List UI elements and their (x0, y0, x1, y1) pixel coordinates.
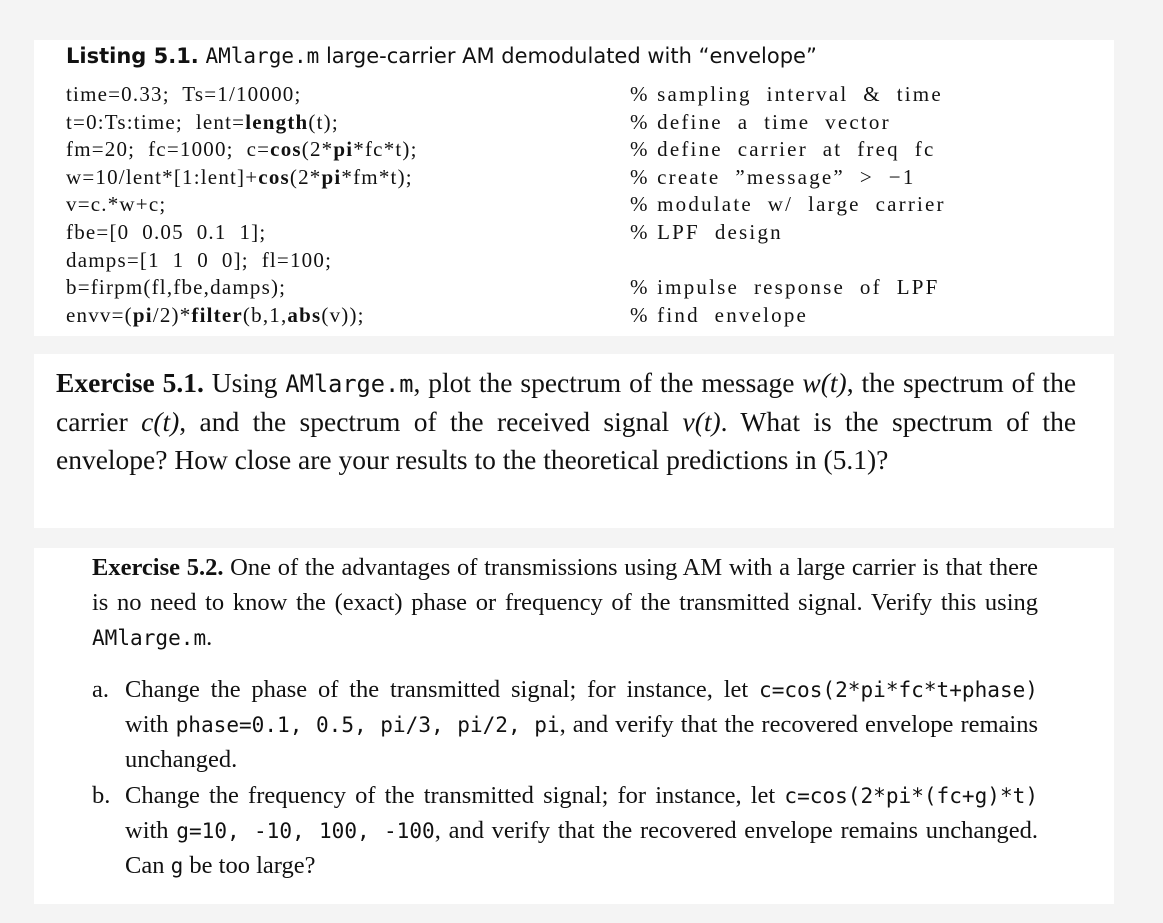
item-text: with (125, 817, 169, 844)
code-line (66, 248, 332, 273)
code-keyword: pi (132, 302, 153, 327)
math-w-of-t: w(t) (802, 367, 847, 398)
code-comment: % define a time vector (630, 109, 891, 134)
item-text: be too large? (189, 852, 316, 879)
listing-caption (66, 44, 817, 68)
item-text: , and verify that the recovered envelope remains unchanged. (125, 711, 1039, 773)
exercise-5-1 (34, 354, 1114, 528)
code-text: fm=20; fc=1000; c= (66, 137, 271, 162)
math-c-of-t: c(t) (141, 406, 180, 437)
exercise-5-2 (34, 548, 1114, 904)
code-keyword: length (245, 109, 309, 134)
code-text: b=firpm(fl,fbe,damps); (66, 275, 287, 300)
code-keyword: cos (258, 164, 290, 189)
exercise-label: Exercise 5.2. (92, 554, 224, 581)
code-listing (34, 40, 1114, 336)
code-comment: % find envelope (630, 302, 809, 327)
exercise-text: . What is the spectrum of the envelope? How close are your results to the theoretical predictions in (5.1)? (56, 406, 1077, 475)
exercise-text: One of the advantages of transmissions using AM with a large carrier is that there is no need to know the (exact) phase or frequency of the transmitted signal. Verify this using (92, 554, 1039, 616)
code-text: t=0:Ts:time; lent= (66, 109, 246, 134)
listing-label: Listing 5.1. (66, 44, 199, 68)
exercise-item-a (92, 672, 1038, 777)
code-text: (2* (301, 137, 334, 162)
filename: AMlarge.m (285, 370, 414, 398)
code-keyword: abs (287, 302, 322, 327)
code-text: fbe=[0 0.05 0.1 1]; (66, 220, 267, 244)
code-line (66, 82, 302, 107)
code-snippet: c=cos(2*pi*(fc+g)*t) (784, 783, 1039, 808)
code-line (66, 165, 413, 190)
code-text: damps=[1 1 0 0]; fl=100; (66, 247, 333, 272)
item-text: , and verify that the recovered envelope remains unchanged. Can (125, 817, 1038, 879)
code-snippet: g=10, -10, 100, -100 (176, 818, 435, 843)
exercise-text: , plot the spectrum of the message (413, 367, 795, 398)
code-comment: % modulate w/ large carrier (630, 192, 946, 217)
item-text: Change the phase of the transmitted signal; for instance, let (125, 676, 749, 703)
code-keyword: pi (333, 137, 354, 162)
code-line (66, 192, 166, 217)
exercise-text: . (206, 624, 213, 651)
code-text: (t); (308, 109, 339, 134)
listing-filename: AMlarge.m (205, 44, 320, 68)
item-marker: b. (92, 782, 111, 809)
filename: AMlarge.m (92, 625, 207, 650)
code-keyword: cos (270, 137, 302, 162)
code-text: w=10/lent*[1:lent]+ (66, 164, 259, 189)
code-text: *fm*t); (341, 164, 413, 189)
code-comment: % impulse response of LPF (630, 275, 940, 300)
code-keyword: filter (191, 302, 243, 327)
code-line (66, 303, 365, 328)
code-line (66, 275, 286, 300)
exercise-text: Using (211, 367, 278, 398)
code-text: (v)); (321, 302, 365, 327)
code-comment: % create ”message” > −1 (630, 164, 916, 189)
code-line (66, 137, 418, 162)
code-text: (2* (289, 164, 322, 189)
code-snippet: c=cos(2*pi*fc*t+phase) (759, 677, 1038, 702)
exercise-5-2-text (92, 550, 1038, 655)
code-text: /2)* (152, 302, 192, 327)
code-line (66, 220, 266, 245)
math-v-of-t: v(t) (682, 406, 721, 437)
code-text: (b,1, (242, 302, 288, 327)
exercise-text: , and the spectrum of the received signal (179, 406, 670, 437)
item-text: with (125, 711, 169, 738)
exercise-5-1-text (56, 364, 1076, 479)
code-comment: % sampling interval & time (630, 82, 943, 106)
item-text: Change the frequency of the transmitted signal; for instance, let (125, 782, 776, 809)
code-snippet: g (170, 853, 184, 878)
code-text: time=0.33; Ts=1/10000; (66, 82, 302, 106)
code-comment: % LPF design (630, 220, 783, 244)
code-text: envv=( (66, 302, 133, 327)
exercise-text: , the spectrum of the carrier (56, 367, 1077, 437)
code-comment: % define carrier at freq fc (630, 137, 936, 162)
exercise-label: Exercise 5.1. (56, 367, 204, 398)
code-snippet: phase=0.1, 0.5, pi/3, pi/2, pi (175, 712, 560, 737)
item-marker: a. (92, 676, 109, 703)
exercise-item-b (92, 778, 1038, 883)
code-text: v=c.*w+c; (66, 192, 167, 217)
code-text: *fc*t); (353, 137, 418, 162)
listing-caption-text: large-carrier AM demodulated with “envelope” (325, 44, 817, 68)
code-line (66, 110, 339, 135)
code-keyword: pi (321, 164, 342, 189)
